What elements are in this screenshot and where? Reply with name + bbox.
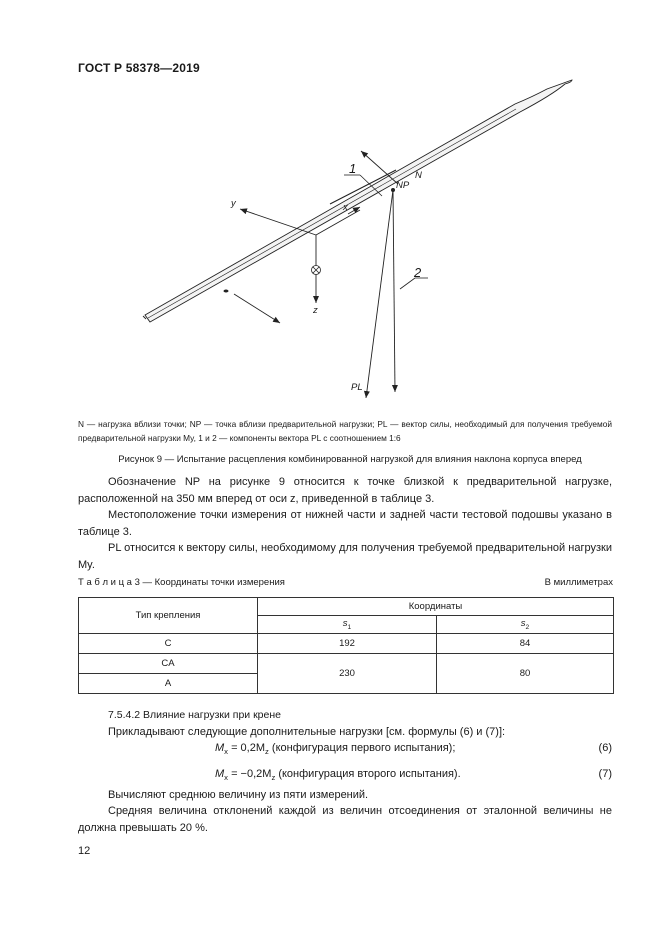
- paragraph-intro: Прикладывают следующие дополнительные нагрузки [см. формулы (6) и (7)]:: [108, 726, 506, 738]
- label-n: N: [415, 170, 422, 181]
- figure-caption: Рисунок 9 — Испытание расцепления комбинированной нагрузкой для влияния наклона корпуса вперед: [118, 454, 582, 465]
- y-axis: [240, 209, 316, 235]
- col-header-type: Тип крепления: [79, 598, 258, 634]
- force-vectors: [366, 190, 395, 398]
- ski-diagram: [0, 0, 661, 420]
- document-header: ГОСТ Р 58378—2019: [78, 61, 200, 75]
- paragraph-location: Местоположение точки измерения от нижней части и задней части тестовой подошвы указано в таблице 3.: [78, 509, 612, 538]
- label-z: z: [313, 305, 318, 316]
- paragraph-pl: PL относится к вектору силы, необходимому для получения требуемой предварительной нагрузки My.: [78, 542, 612, 571]
- table-row: C 192 84: [79, 634, 614, 654]
- paragraph-np: Обозначение NP на рисунке 9 относится к точке близкой к предварительной нагрузке, расположенной на 350 мм вперед от оси z, приведенной в таблице 3.: [78, 476, 612, 505]
- ski-outline: [143, 80, 572, 322]
- table-row: CA 230 80: [79, 654, 614, 674]
- label-2: 2: [414, 265, 422, 280]
- table-row: A: [79, 674, 614, 694]
- section-heading: 7.5.4.2 Влияние нагрузки при крене: [108, 709, 281, 721]
- pl-vector: [366, 190, 393, 398]
- figure-legend: N — нагрузка вблизи точки; NP — точка вблизи предварительной нагрузки; PL — вектор силы, необходимый для получения требуемой предварительной нагрузки My, 1 и 2 — компоненты вектора PL с соотношением 1:6: [78, 419, 612, 443]
- label-1: 1: [349, 161, 357, 176]
- coordinates-table: [78, 597, 614, 694]
- force-marker: [312, 266, 321, 275]
- figure-9: [0, 0, 661, 420]
- page-number: 12: [78, 845, 91, 857]
- paragraph-deviation: Средняя величина отклонений каждой из величин отсоединения от эталонной величины не должна превышать 20 %.: [78, 805, 612, 834]
- component-2: [393, 190, 395, 392]
- label-y: y: [231, 198, 236, 209]
- label-x: x: [343, 202, 348, 213]
- table-unit: В миллиметрах: [544, 577, 613, 588]
- col-header-s1: $s_1$: [258, 616, 437, 634]
- paragraph-average: Вычисляют среднюю величину из пяти измерений.: [108, 789, 369, 801]
- col-header-s2: $s_2$: [437, 616, 614, 634]
- label-np: NP: [396, 180, 410, 191]
- point-marker: [224, 290, 229, 293]
- table-title: Т а б л и ц а 3 — Координаты точки измерения: [78, 577, 285, 588]
- label-pl: PL: [351, 382, 363, 393]
- col-header-coords: Координаты: [258, 598, 614, 616]
